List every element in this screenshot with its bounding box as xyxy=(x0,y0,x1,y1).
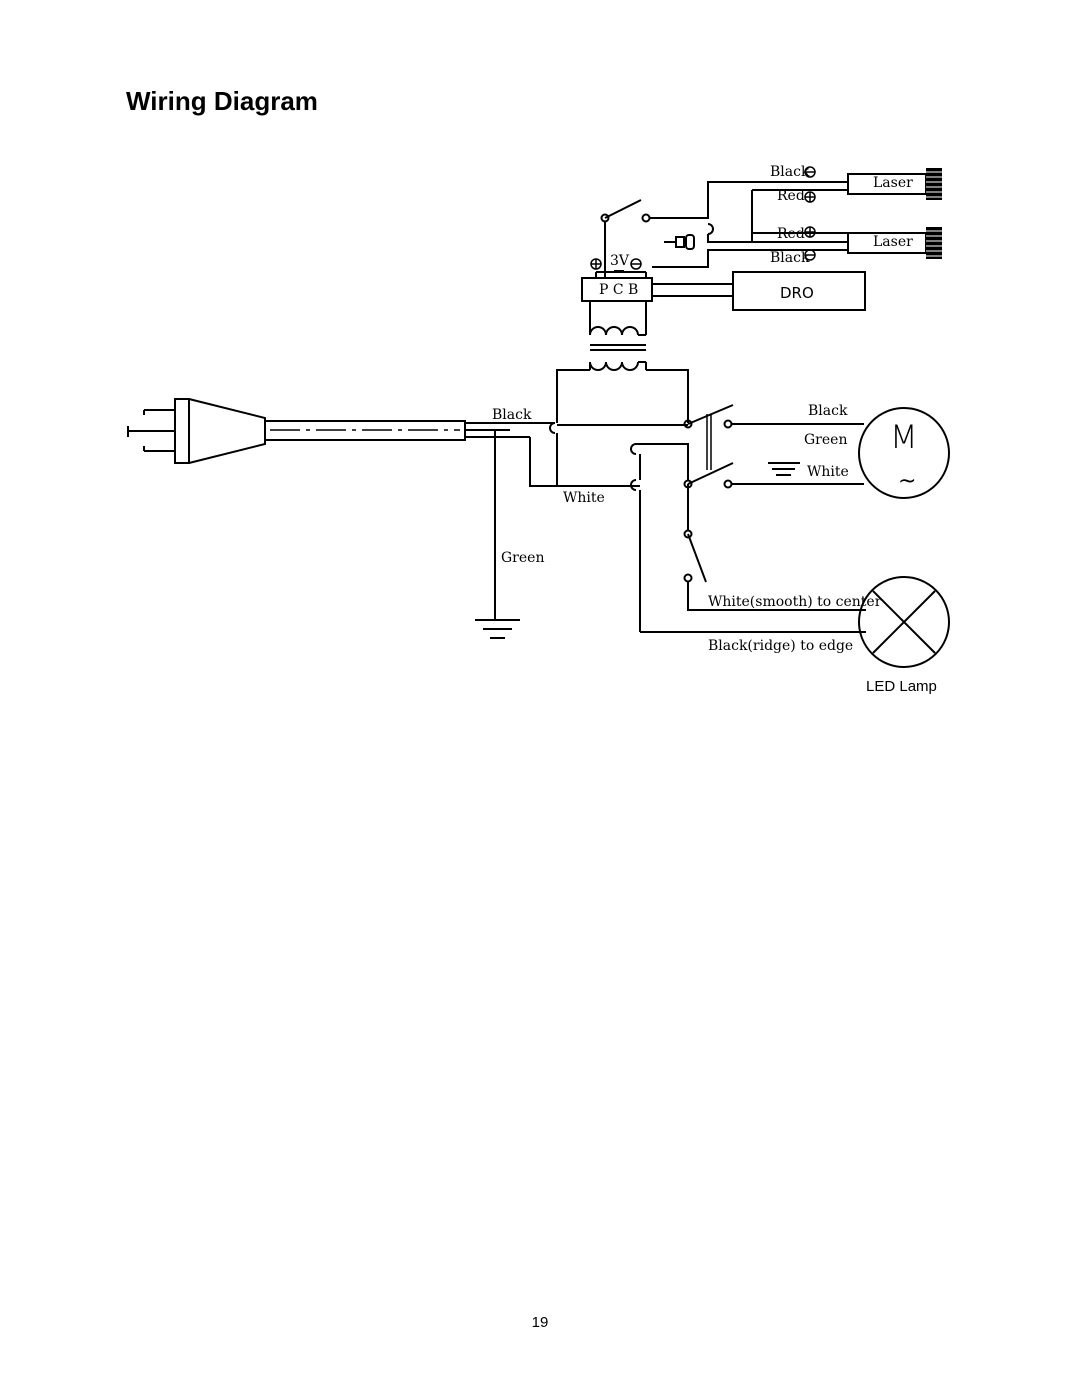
negative-terminal-icon xyxy=(631,259,641,269)
label-dro: DRO xyxy=(780,284,814,302)
label-green-cord: Green xyxy=(501,550,545,566)
ground-symbol xyxy=(475,430,520,638)
page-title: Wiring Diagram xyxy=(126,86,318,116)
motor-ground-symbol xyxy=(768,463,800,475)
lamp-switch xyxy=(685,531,707,583)
label-motor-green: Green xyxy=(804,432,848,448)
page-number: 19 xyxy=(531,1314,549,1331)
laser-switch xyxy=(602,200,650,222)
label-black-top: Black xyxy=(770,164,810,180)
power-cord xyxy=(265,421,530,440)
ac-symbol: ~ xyxy=(898,469,917,494)
positive-terminal-icon xyxy=(591,259,601,269)
label-led-lamp: LED Lamp xyxy=(866,678,937,695)
label-laser-1: Laser xyxy=(873,175,913,191)
label-red-bottom: Red xyxy=(777,226,805,242)
motor-switch xyxy=(685,405,734,488)
motor-symbol: M xyxy=(890,418,918,456)
label-laser-2: Laser xyxy=(873,234,913,250)
negative-terminal-icon xyxy=(805,250,815,260)
label-lamp-white: White(smooth) to center xyxy=(708,594,882,610)
label-white-cord: White xyxy=(563,490,605,506)
power-plug xyxy=(128,399,265,463)
label-red-top: Red xyxy=(777,188,805,204)
led-lamp xyxy=(859,577,949,667)
transformer xyxy=(590,300,646,370)
label-3v: 3V xyxy=(610,253,630,269)
label-black-cord: Black xyxy=(492,407,532,423)
label-black-bottom: Black xyxy=(770,250,810,266)
label-lamp-black: Black(ridge) to edge xyxy=(708,638,854,654)
positive-terminal-icon xyxy=(805,192,815,202)
label-pcb: P C B xyxy=(599,282,639,298)
label-motor-white: White xyxy=(807,464,849,480)
label-motor-black: Black xyxy=(808,403,848,419)
connector-icon xyxy=(664,235,694,249)
positive-terminal-icon xyxy=(805,227,815,237)
negative-terminal-icon xyxy=(805,167,815,177)
